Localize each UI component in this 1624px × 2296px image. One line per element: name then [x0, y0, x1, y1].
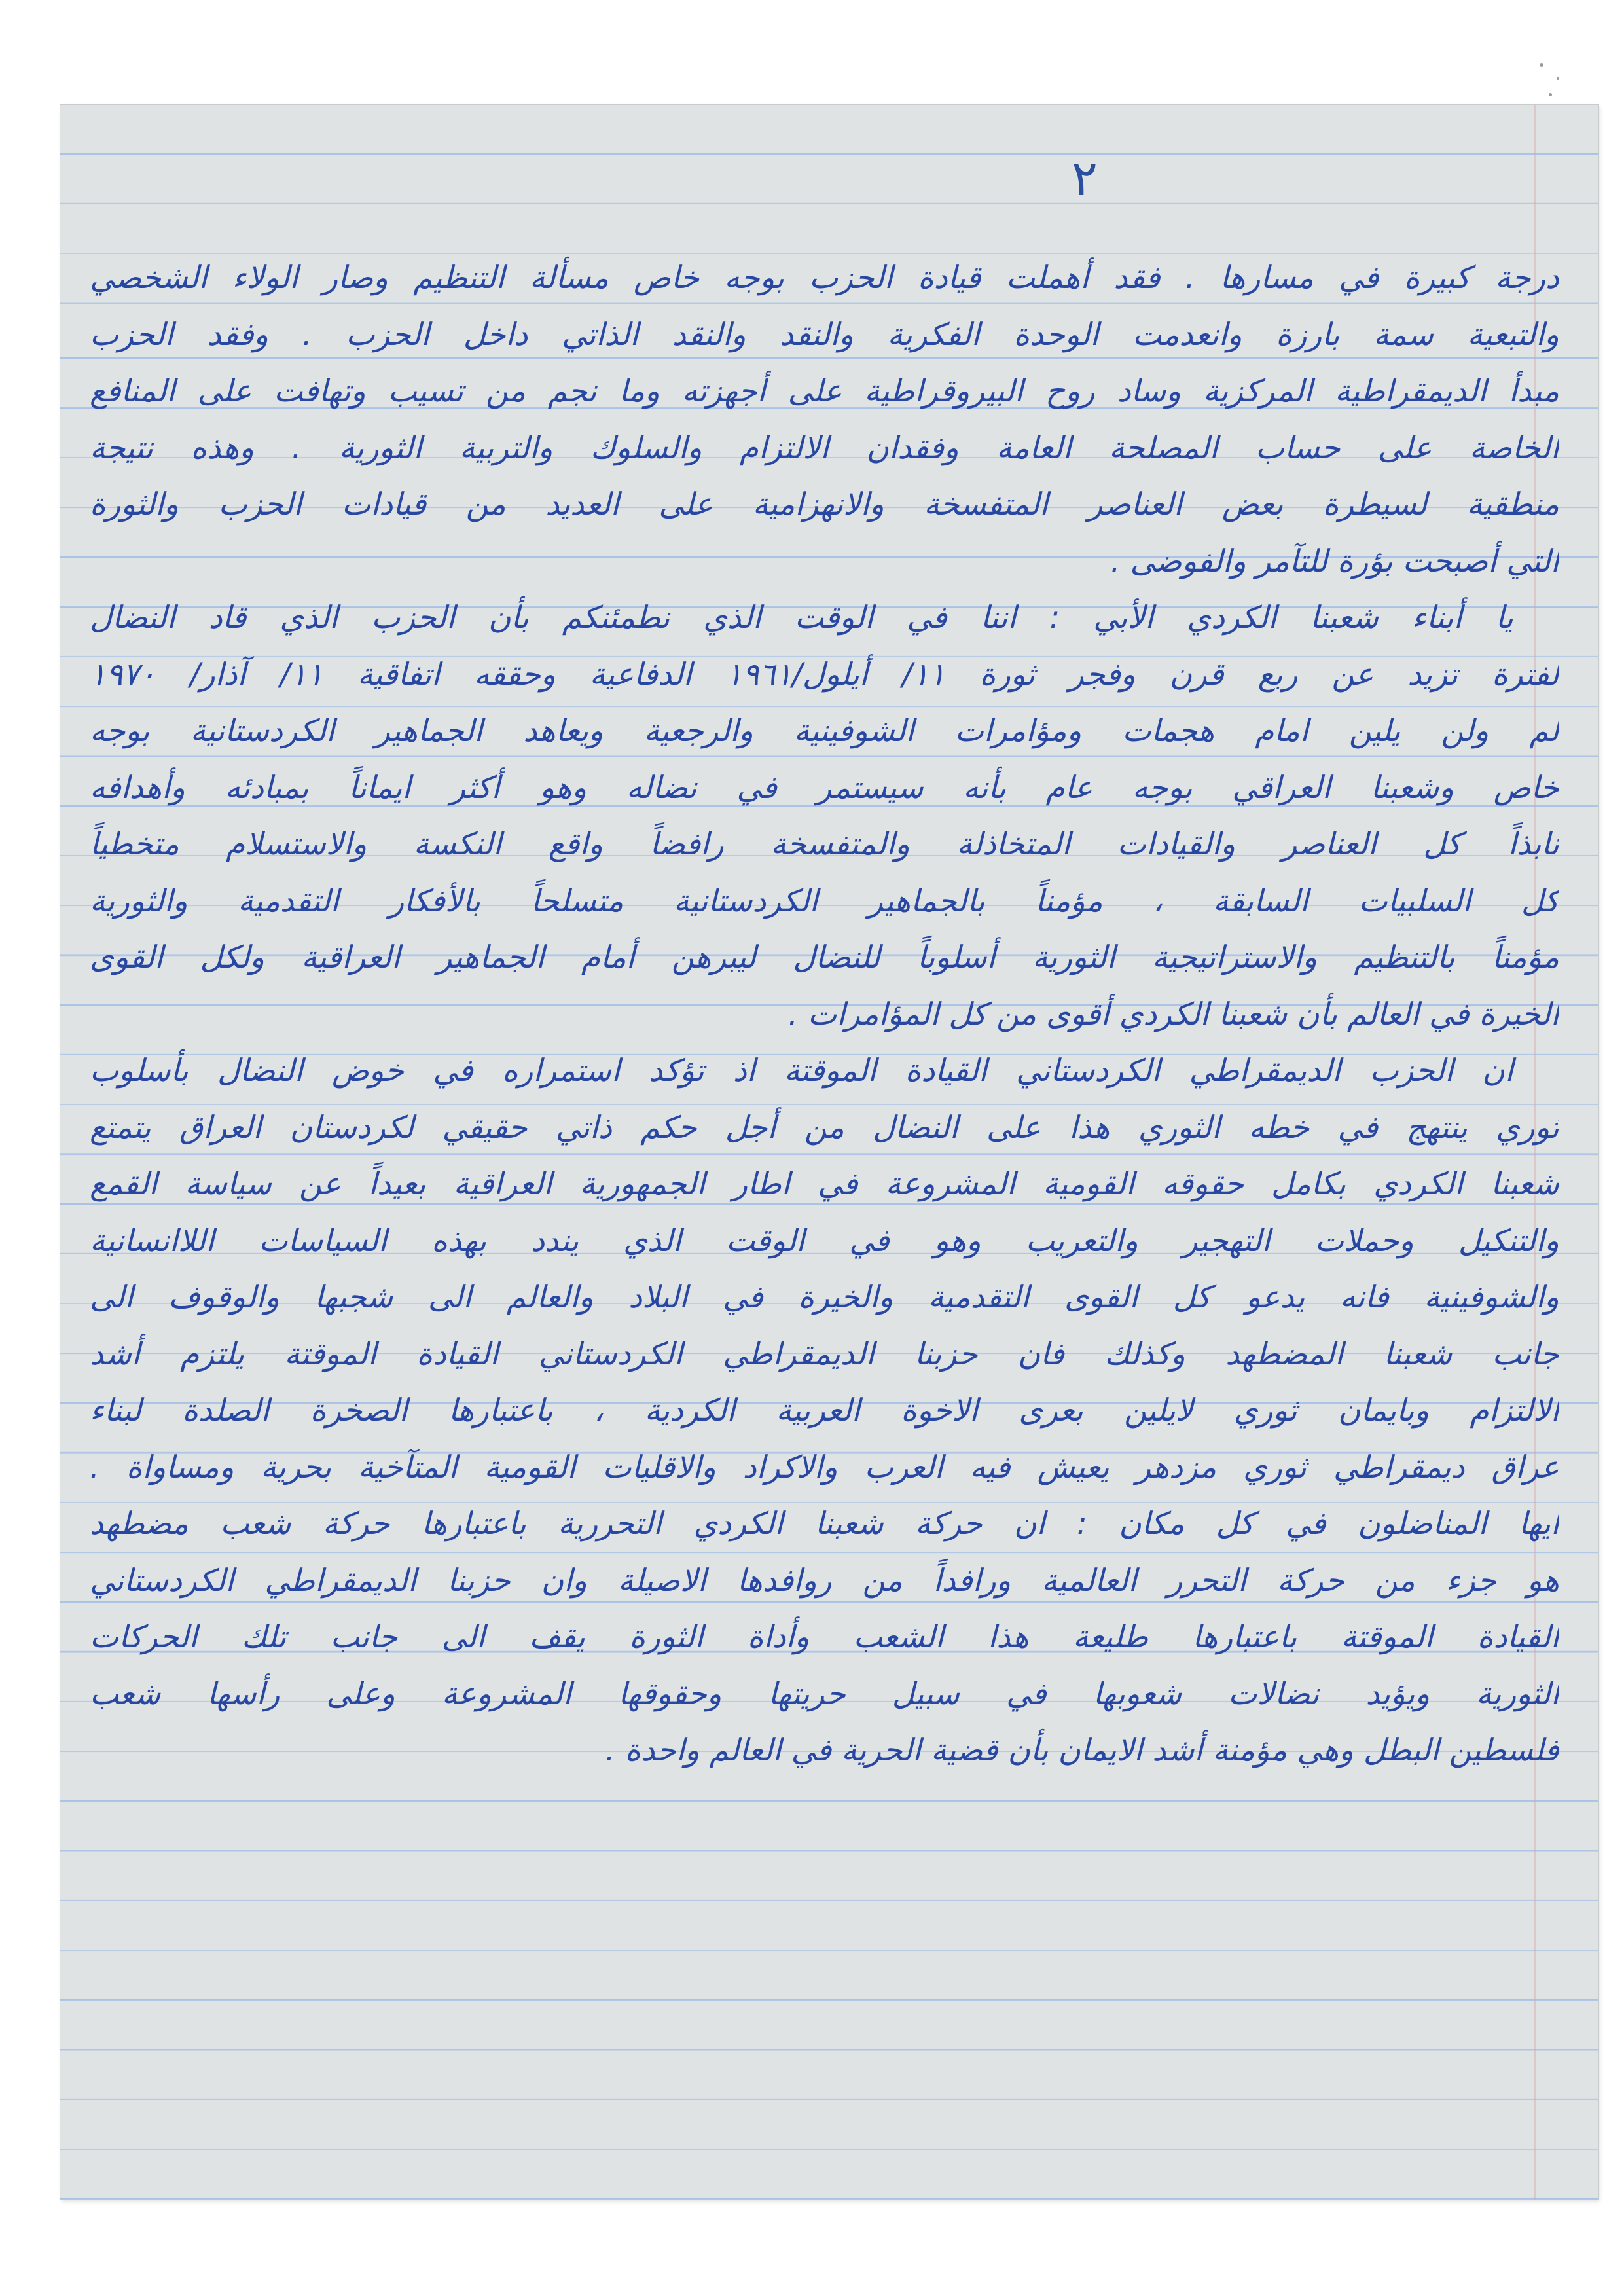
text-line: درجة كبيرة في مسارها . فقد أهملت قيادة الحزب بوجه خاص مسألة التنظيم وصار الولاء الشخصي	[90, 260, 1559, 296]
text-line: والتبعية سمة بارزة وانعدمت الوحدة الفكرية والنقد والنقد الذاتي داخل الحزب . وفقد الحزب	[90, 316, 1559, 353]
text-line: عراق ديمقراطي ثوري مزدهر يعيش فيه العرب والاكراد والاقليات القومية المتآخية بحرية ومساواة .	[90, 1449, 1559, 1485]
page-number: ٢	[1072, 151, 1098, 207]
text-line: مبدأ الديمقراطية المركزية وساد روح البيروقراطية على أجهزته وما نجم من تسيب وتهافت على المنافع	[90, 373, 1559, 409]
text-line: فلسطين البطل وهي مؤمنة أشد الايمان بأن قضية الحرية في العالم واحدة .	[605, 1732, 1559, 1768]
scan-speck	[1549, 93, 1552, 96]
text-line: ايها المناضلون في كل مكان : ان حركة شعبنا الكردي التحررية باعتبارها حركة شعب مضطهد	[90, 1506, 1559, 1542]
text-line: الخاصة على حساب المصلحة العامة وفقدان الالتزام والسلوك والتربية الثورية . وهذه نتيجة	[90, 429, 1559, 466]
scan-speck	[1540, 63, 1543, 67]
text-line: الالتزام وبايمان ثوري لايلين بعرى الاخوة العربية الكردية ، باعتبارها الصخرة الصلدة لبناء	[90, 1393, 1559, 1429]
text-line: نابذاً كل العناصر والقيادات المتخاذلة والمتفسخة رافضاً واقع النكسة والاستسلام متخطياً	[90, 826, 1559, 862]
handwritten-text	[90, 250, 1559, 1779]
text-line: يا أبناء شعبنا الكردي الأبي : اننا في الوقت الذي نطمئنكم بأن الحزب الذي قاد النضال	[90, 600, 1513, 636]
text-line: لفترة تزيد عن ربع قرن وفجر ثورة ١١/ أيلول/١٩٦١ الدفاعية وحققه اتفاقية ١١/ آذار/ ١٩٧٠	[90, 656, 1559, 693]
text-line: ثوري ينتهج في خطه الثوري هذا على النضال من أجل حكم ذاتي حقيقي لكردستان العراق يتمتع	[90, 1109, 1559, 1146]
text-line: لم ولن يلين امام هجمات ومؤامرات الشوفينية والرجعية ويعاهد الجماهير الكردستانية بوجه	[90, 713, 1559, 749]
scan-speck	[1557, 77, 1559, 80]
text-line: الثورية ويؤيد نضالات شعوبها في سبيل حريتها وحقوقها المشروعة وعلى رأسها شعب	[90, 1675, 1559, 1712]
text-line: كل السلبيات السابقة ، مؤمناً بالجماهير الكردستانية متسلحاً بالأفكار التقدمية والثورية	[90, 883, 1559, 919]
text-line: شعبنا الكردي بكامل حقوقه القومية المشروعة في اطار الجمهورية العراقية بعيداً عن سياسة القمع	[90, 1166, 1559, 1202]
text-line: ان الحزب الديمقراطي الكردستاني القيادة الموقتة اذ تؤكد استمراره في خوض النضال بأسلوب	[90, 1053, 1513, 1089]
text-line: التي أصبحت بؤرة للتآمر والفوضى .	[1110, 543, 1559, 579]
text-line: خاص وشعبنا العراقي بوجه عام بأنه سيستمر في نضاله وهو أكثر ايماناً بمبادئه وأهدافه	[90, 769, 1559, 806]
text-line: هو جزء من حركة التحرر العالمية ورافداً من روافدها الاصيلة وان حزبنا الديمقراطي الكردستاني	[90, 1562, 1559, 1599]
handwritten-page	[60, 105, 1598, 2200]
text-line: الخيرة في العالم بأن شعبنا الكردي أقوى من كل المؤامرات .	[788, 996, 1559, 1032]
text-line: القيادة الموقتة باعتبارها طليعة هذا الشعب وأداة الثورة يقف الى جانب تلك الحركات	[90, 1619, 1559, 1655]
text-line: جانب شعبنا المضطهد وكذلك فان حزبنا الديمقراطي الكردستاني القيادة الموقتة يلتزم أشد	[90, 1336, 1559, 1372]
text-line: والشوفينية فانه يدعو كل القوى التقدمية والخيرة في البلاد والعالم الى شجبها والوقوف الى	[90, 1279, 1559, 1315]
text-line: مؤمناً بالتنظيم والاستراتيجية الثورية أسلوباً للنضال ليبرهن أمام الجماهير العراقية ولكل القوى	[90, 939, 1559, 975]
text-line: والتنكيل وحملات التهجير والتعريب وهو في الوقت الذي يندد بهذه السياسات اللاانسانية	[90, 1222, 1559, 1259]
text-line: منطقية لسيطرة بعض العناصر المتفسخة والانهزامية على العديد من قيادات الحزب والثورة	[90, 486, 1559, 522]
